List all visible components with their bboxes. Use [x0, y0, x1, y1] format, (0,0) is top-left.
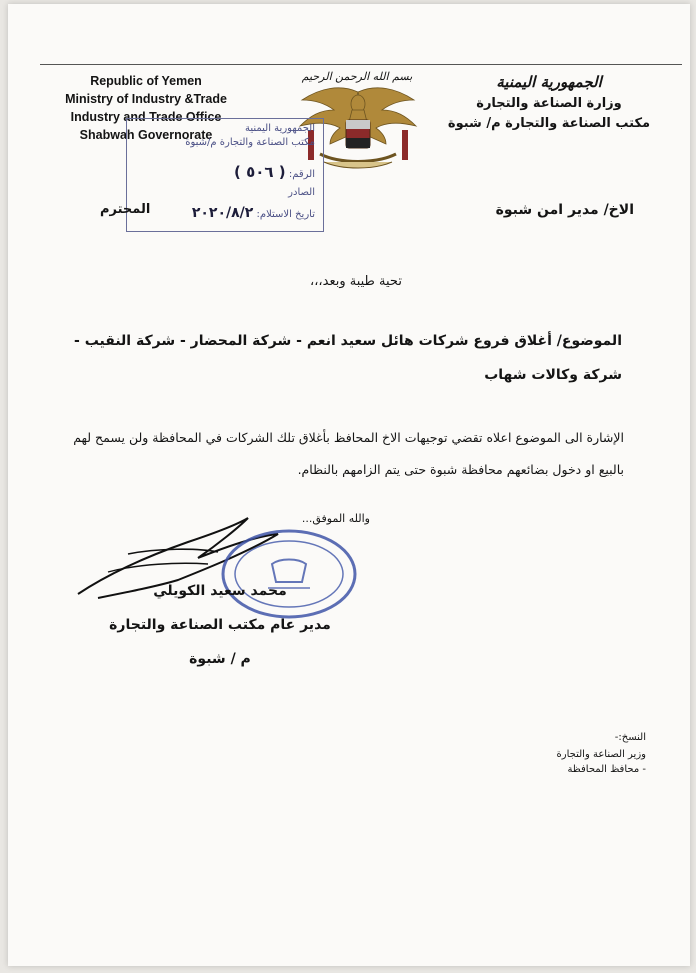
header-en-line-1: Republic of Yemen	[90, 74, 202, 88]
letter-body: الإشارة الى الموضوع اعلاه تقضي توجيهات الاخ المحافظ بأغلاق تلك الشركات في المحافظة ولن يسمح لهم بالبيع او دخول بضائعهم محافظة شبوة حتى يتم الزامهم بالنظام.	[73, 430, 624, 477]
header-ar-line-2: وزارة الصناعة والتجارة	[476, 96, 622, 111]
header-divider	[40, 64, 682, 65]
signatory-name: محمد سعيد الكويلي	[153, 583, 287, 599]
header-ar-line-3: مكتب الصناعة والتجارة م/ شبوة	[447, 116, 651, 131]
copies-list	[526, 730, 646, 777]
header-ar-line-1: الجمهورية اليمنية	[496, 73, 602, 91]
ref-number-label: الرقم	[292, 169, 315, 180]
signatory-region: م / شبوة	[189, 651, 251, 667]
addressee: الاخ/ مدير امن شبوة	[495, 202, 634, 218]
ref-number-row: الرقم: ( ٥٠٦ )	[234, 163, 315, 181]
header-en-line-4: Shabwah Governorate	[79, 128, 213, 142]
signatory-block	[90, 574, 350, 676]
basmala: بسم الله الرحمن الرحيم	[301, 70, 413, 83]
copies-item-2: - محافظ المحافظة	[567, 764, 646, 775]
header-arabic	[434, 72, 664, 134]
header-en-line-2: Ministry of Industry &Trade	[65, 92, 227, 106]
ref-stamp-office: مكتب الصناعة والتجارة م/شبوة	[185, 137, 315, 148]
ref-number-value: ( ٥٠٦ )	[234, 163, 286, 181]
ref-stamp-title: الجمهورية اليمنية	[244, 123, 315, 134]
ref-date-value: ٢٠٢٠/٨/٢	[191, 205, 254, 221]
greeting: تحية طيبة وبعد،،،	[310, 274, 402, 289]
subject-line: الموضوع/ أغلاق فروع شركات هائل سعيد انعم - شركة المحضار - شركة النقيب - شركة وكالات شهاب	[74, 333, 622, 383]
letter-page	[8, 4, 690, 966]
ref-issued-label: الصادر	[288, 187, 315, 198]
closing-phrase: والله الموفق...	[301, 512, 370, 525]
ref-date-row: تاريخ الاستلام: ٢٠٢٠/٨/٢	[191, 205, 315, 221]
copies-heading: النسخ:-	[614, 732, 646, 743]
respect-word: المحترم	[100, 202, 151, 217]
ref-date-label: تاريخ الاستلام	[259, 209, 315, 220]
reference-stamp	[126, 118, 324, 232]
copies-item-1: وزير الصناعة والتجارة	[556, 749, 646, 760]
signatory-title: مدير عام مكتب الصناعة والتجارة	[109, 617, 331, 633]
header-en-line-3: Industry and Trade Office	[70, 110, 222, 124]
